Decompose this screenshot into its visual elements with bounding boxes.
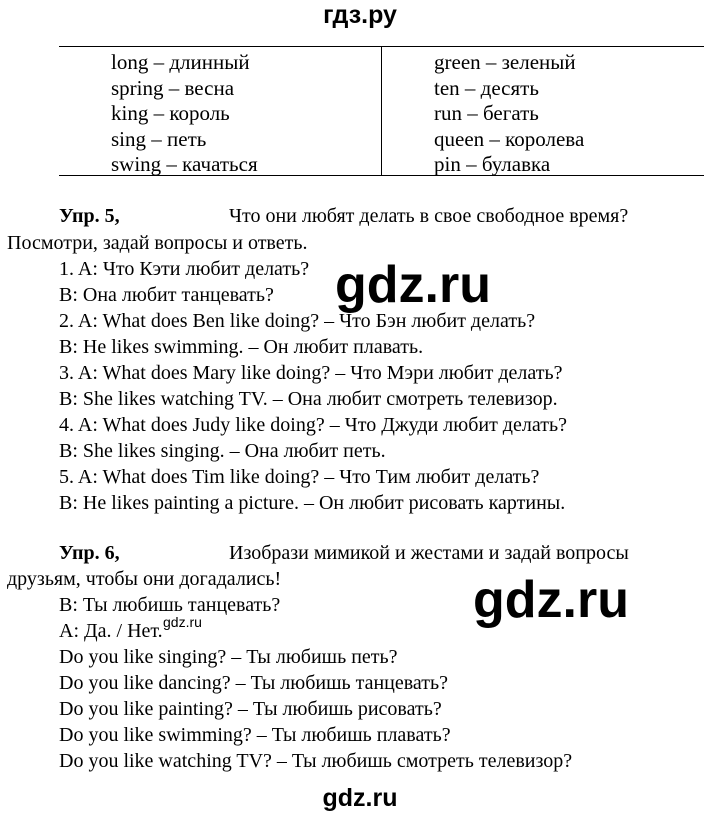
exercise6-line: Do you like dancing? – Ты любишь танцевать? bbox=[59, 672, 449, 694]
exercise6-line: B: Ты любишь танцевать? bbox=[59, 594, 281, 616]
exercise6-label: Упр. 6, bbox=[59, 542, 120, 564]
vocabulary-row: spring – весна bbox=[111, 75, 235, 100]
header-watermark: гдз.ру bbox=[323, 1, 397, 29]
vocabulary-row: green – зеленый bbox=[434, 50, 576, 74]
exercise5-line: B: She likes singing. – Она любит петь. bbox=[59, 440, 386, 462]
watermark-large: gdz.ru bbox=[473, 571, 629, 629]
vocabulary-row: long – длинный bbox=[111, 50, 250, 74]
exercise5-line: B: She likes watching TV. – Она любит смотреть телевизор. bbox=[59, 388, 558, 410]
exercise6-title-line1: Изобрази мимикой и жестами и задай вопросы bbox=[229, 542, 629, 564]
exercise6-line: A: Да. / Нет. bbox=[59, 620, 163, 642]
exercise5-line: 3. A: What does Mary like doing? – Что Мэри любит делать? bbox=[59, 362, 563, 384]
vocabulary-column-left bbox=[59, 47, 382, 175]
vocabulary-table bbox=[59, 46, 704, 176]
exercise5-line: 4. A: What does Judy like doing? – Что Джуди любит делать? bbox=[59, 414, 567, 436]
watermark-small: gdz.ru bbox=[163, 614, 202, 630]
vocabulary-row: queen – королева bbox=[434, 126, 585, 151]
exercise5-line: 1. A: Что Кэти любит делать? bbox=[59, 258, 310, 280]
exercise5-line: B: He likes swimming. – Он любит плавать. bbox=[59, 336, 424, 358]
vocabulary-row: swing – качаться bbox=[111, 152, 258, 177]
exercise6-line: Do you like watching TV? – Ты любишь смотреть телевизор? bbox=[59, 750, 573, 772]
exercise6-line: Do you like swimming? – Ты любишь плавать? bbox=[59, 724, 451, 746]
exercise5-title-line1: Что они любят делать в свое свободное время? bbox=[229, 205, 629, 227]
exercise5-line: B: Она любит танцевать? bbox=[59, 284, 274, 306]
vocabulary-row: sing – петь bbox=[111, 126, 207, 151]
exercise5-line: B: He likes painting a picture. – Он любит рисовать картины. bbox=[59, 492, 566, 514]
vocabulary-column-right bbox=[382, 47, 704, 175]
exercise5-title-line2: Посмотри, задай вопросы и ответь. bbox=[7, 232, 308, 254]
watermark-large: gdz.ru bbox=[335, 256, 491, 314]
exercise5-line: 5. A: What does Tim like doing? – Что Тим любит делать? bbox=[59, 466, 540, 488]
exercise6-line: Do you like painting? – Ты любишь рисовать? bbox=[59, 698, 442, 720]
exercise5-label: Упр. 5, bbox=[59, 205, 120, 227]
vocabulary-row: ten – десять bbox=[434, 75, 539, 100]
exercise6-line: Do you like singing? – Ты любишь петь? bbox=[59, 646, 398, 668]
vocabulary-row: pin – булавка bbox=[434, 152, 551, 177]
footer-watermark: gdz.ru bbox=[322, 784, 398, 812]
vocabulary-row: king – король bbox=[111, 101, 230, 126]
vocabulary-row: run – бегать bbox=[434, 101, 539, 126]
exercise5-line: 2. A: What does Ben like doing? – Что Бэн любит делать? bbox=[59, 310, 536, 332]
exercise6-title-line2: друзьям, чтобы они догадались! bbox=[7, 568, 282, 590]
